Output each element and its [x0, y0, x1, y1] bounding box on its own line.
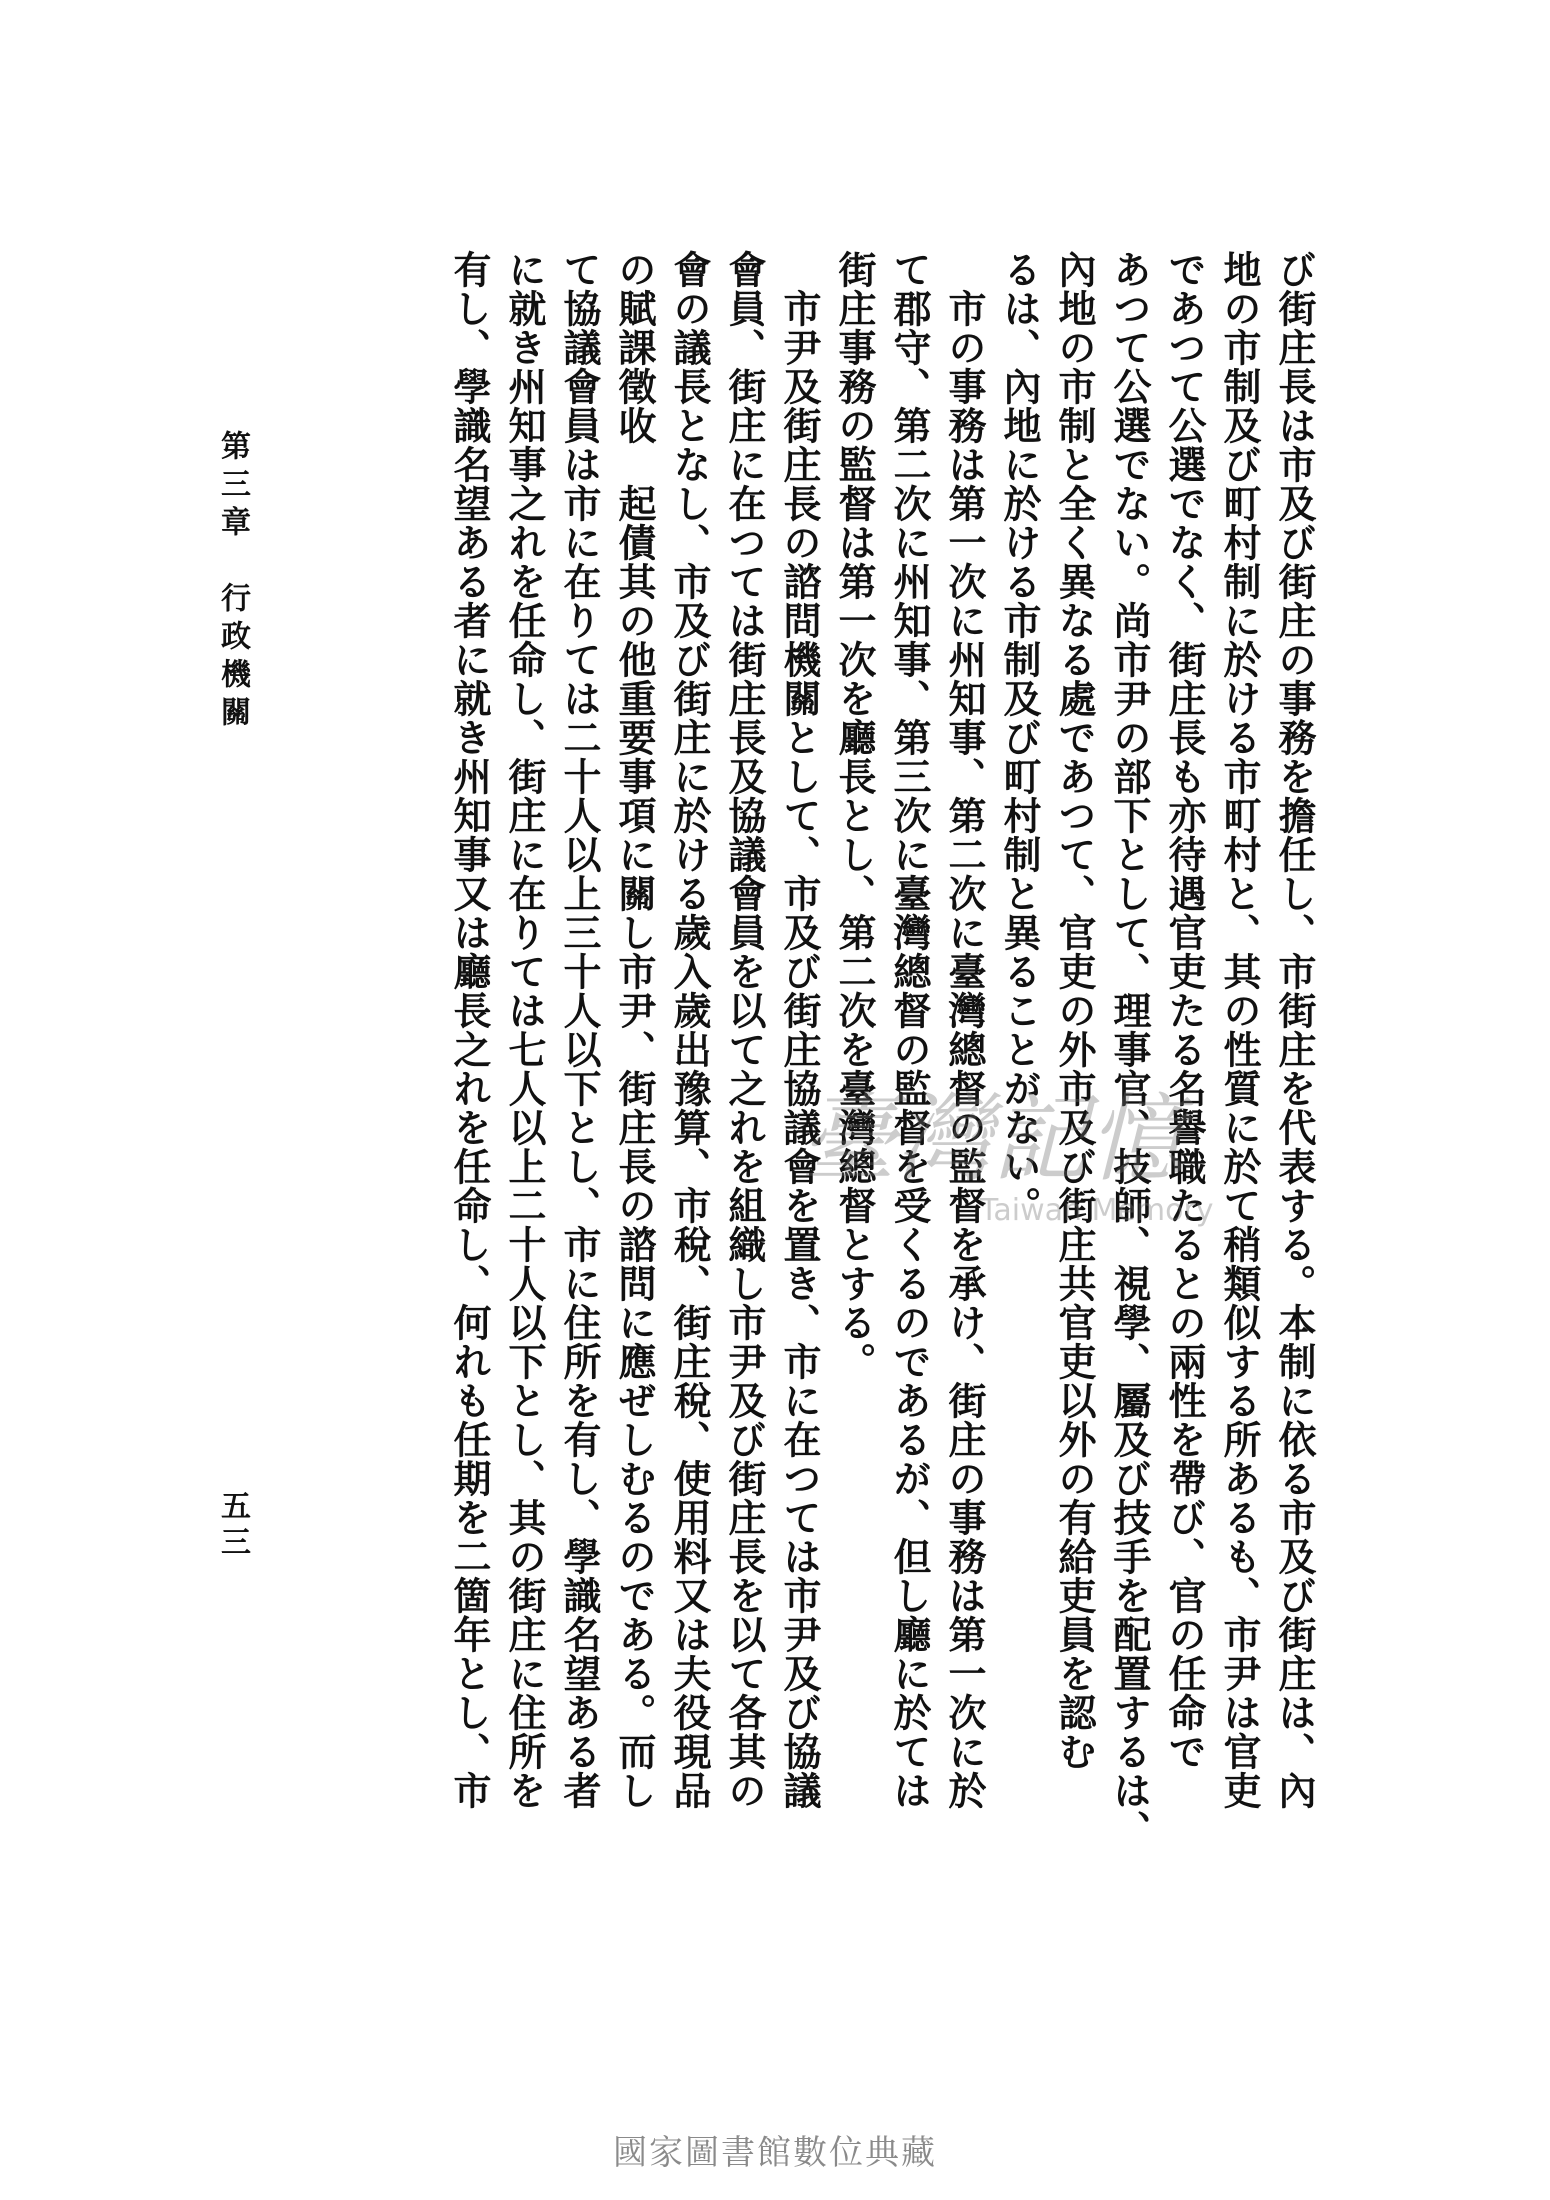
text-column: るは、內地に於ける市制及び町村制と異ることがない。 — [997, 250, 1042, 1225]
text-column: 有し、學識名望ある者に就き州知事又は廳長之れを任命し、何れも任期を二箇年とし、市 — [447, 250, 492, 1810]
footer-credit: 國家圖書館數位典藏 — [613, 2133, 937, 2173]
text-column: 內地の市制と全く異なる處であつて、官吏の外市及び街庄共官吏以外の有給吏員を認む — [1052, 250, 1097, 1771]
text-column: 街庄事務の監督は第一次を廳長とし、第二次を臺灣總督とする。 — [832, 250, 877, 1381]
page-number: 五三 — [215, 1490, 250, 1562]
text-column: であつて公選でなく、街庄長も亦待遇官吏たる名譽職たるとの兩性を帶び、官の任命で — [1162, 250, 1207, 1771]
text-column: 市尹及街庄長の諮問機關として、市及び街庄協議會を置き、市に在つては市尹及び協議 — [777, 250, 822, 1810]
watermark-logo — [800, 1080, 1220, 1230]
text-column: あつて公選でない。尚市尹の部下として、理事官、技師、視學、屬及び技手を配置するは、 — [1107, 250, 1152, 1849]
watermark-subtext: Taiwan Memory — [980, 1193, 1214, 1228]
text-column: て郡守、第二次に州知事、第三次に臺灣總督の監督を受くるのであるが、但し廳に於ては — [887, 250, 932, 1810]
text-column: 會員、街庄に在つては街庄長及協議會員を以て之れを組織し市尹及び街庄長を以て各其の — [722, 250, 767, 1810]
text-column: て協議會員は市に在りては二十人以上三十人以下とし、市に住所を有し、學識名望ある者 — [557, 250, 602, 1810]
running-head: 第三章 行政機關 — [215, 430, 250, 734]
text-column: び街庄長は市及び街庄の事務を擔任し、市街庄を代表する。本制に依る市及び街庄は、內 — [1272, 250, 1317, 1810]
text-column: 會の議長となし、市及び街庄に於ける歲入歲出豫算、市稅、街庄稅、使用料又は夫役現品 — [667, 250, 712, 1810]
text-column: 市の事務は第一次に州知事、第二次に臺灣總督の監督を承け、街庄の事務は第一次に於 — [942, 250, 987, 1810]
text-column: に就き州知事之れを任命し、街庄に在りては七人以上二十人以下とし、其の街庄に住所を — [502, 250, 547, 1810]
watermark-text: 臺灣記憶 — [800, 1083, 1184, 1195]
text-column: の賦課徵收 起債其の他重要事項に關し市尹、街庄長の諮問に應ぜしむるのである。而し — [612, 250, 657, 1810]
text-column: 地の市制及び町村制に於ける市町村と、其の性質に於て稍類似する所あるも、市尹は官吏 — [1217, 250, 1262, 1810]
